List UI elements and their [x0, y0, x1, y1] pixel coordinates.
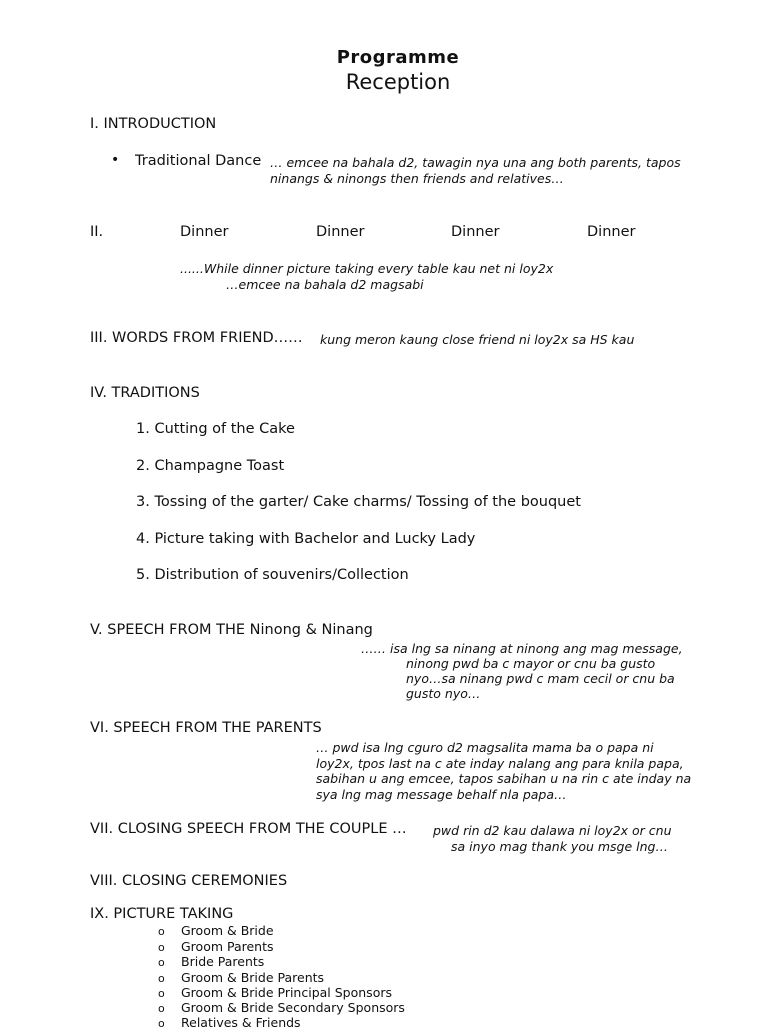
picture-taking-item: Groom & Bride Secondary Sponsors: [181, 1000, 405, 1015]
bullet-glyph: o: [158, 925, 165, 938]
bullet-glyph: o: [158, 941, 165, 954]
picture-taking-item: Groom & Bride Parents: [181, 970, 325, 985]
parents-note-line: loy2x, tpos last na c ate inday nalang ang para knila papa,: [316, 756, 684, 771]
couple-closing-note-line-1: pwd rin d2 kau dalawa ni loy2x or cnu: [433, 823, 672, 838]
section-closing-ceremonies-heading: VIII. CLOSING CEREMONIES: [90, 873, 288, 889]
tradition-item: 3. Tossing of the garter/ Cake charms/ Tossing of the bouquet: [136, 494, 581, 510]
picture-taking-item: Groom & Bride Principal Sponsors: [181, 985, 392, 1000]
ninong-ninang-note-line: nyo…sa ninang pwd c mam cecil or cnu ba: [406, 671, 675, 686]
bullet-glyph: o: [158, 972, 165, 985]
parents-note-line: sabihan u ang emcee, tapos sabihan u na rin c ate inday na: [316, 771, 692, 786]
introduction-note-line-2: ninangs & ninongs then friends and relatives…: [270, 171, 564, 186]
bullet-dot: •: [111, 152, 120, 168]
dinner-note-line-2: …emcee na bahala d2 magsabi: [226, 277, 424, 292]
dinner-label: Dinner: [316, 224, 365, 240]
picture-taking-item: Groom & Bride: [181, 923, 274, 938]
tradition-item: 5. Distribution of souvenirs/Collection: [136, 567, 409, 583]
introduction-note-line-1: … emcee na bahala d2, tawagin nya una ang both parents, tapos: [270, 155, 681, 170]
tradition-item: 1. Cutting of the Cake: [136, 421, 295, 437]
page-subtitle: Reception: [345, 70, 451, 94]
ninong-ninang-note-line: ninong pwd ba c mayor or cnu ba gusto: [406, 656, 656, 671]
dinner-label: Dinner: [451, 224, 500, 240]
traditional-dance-label: Traditional Dance: [135, 153, 262, 169]
section-words-from-friend-heading: III. WORDS FROM FRIEND……: [90, 330, 303, 346]
dinner-note-line-1: ......While dinner picture taking every table kau net ni loy2x: [180, 261, 554, 276]
ninong-ninang-note-line: …… isa lng sa ninang at ninong ang mag message,: [361, 641, 683, 656]
bullet-glyph: o: [158, 1002, 165, 1015]
bullet-glyph: o: [158, 987, 165, 1000]
tradition-item: 4. Picture taking with Bachelor and Lucky Lady: [136, 531, 476, 547]
dinner-label: Dinner: [180, 224, 229, 240]
tradition-item: 2. Champagne Toast: [136, 458, 285, 474]
section-couple-closing-heading: VII. CLOSING SPEECH FROM THE COUPLE …: [90, 821, 407, 837]
parents-note-line: … pwd isa lng cguro d2 magsalita mama ba o papa ni: [316, 740, 654, 755]
section-ninong-ninang-heading: V. SPEECH FROM THE Ninong & Ninang: [90, 622, 373, 638]
bullet-glyph: o: [158, 1017, 165, 1030]
section-traditions-heading: IV. TRADITIONS: [90, 385, 200, 401]
ninong-ninang-note-line: gusto nyo…: [406, 686, 481, 701]
bullet-glyph: o: [158, 956, 165, 969]
words-from-friend-note: kung meron kaung close friend ni loy2x sa HS kau: [320, 332, 635, 347]
section-parents-heading: VI. SPEECH FROM THE PARENTS: [90, 720, 322, 736]
parents-note-line: sya lng mag message behalf nla papa…: [316, 787, 567, 802]
picture-taking-item: Groom Parents: [181, 939, 274, 954]
picture-taking-item: Relatives & Friends: [181, 1015, 301, 1030]
couple-closing-note-line-2: sa inyo mag thank you msge lng…: [451, 839, 668, 854]
dinner-label: Dinner: [587, 224, 636, 240]
page-title: Programme: [336, 47, 460, 68]
section-introduction-heading: I. INTRODUCTION: [90, 116, 217, 132]
picture-taking-item: Bride Parents: [181, 954, 265, 969]
section-dinner-numeral: II.: [90, 224, 104, 240]
section-picture-taking-heading: IX. PICTURE TAKING: [90, 906, 234, 922]
